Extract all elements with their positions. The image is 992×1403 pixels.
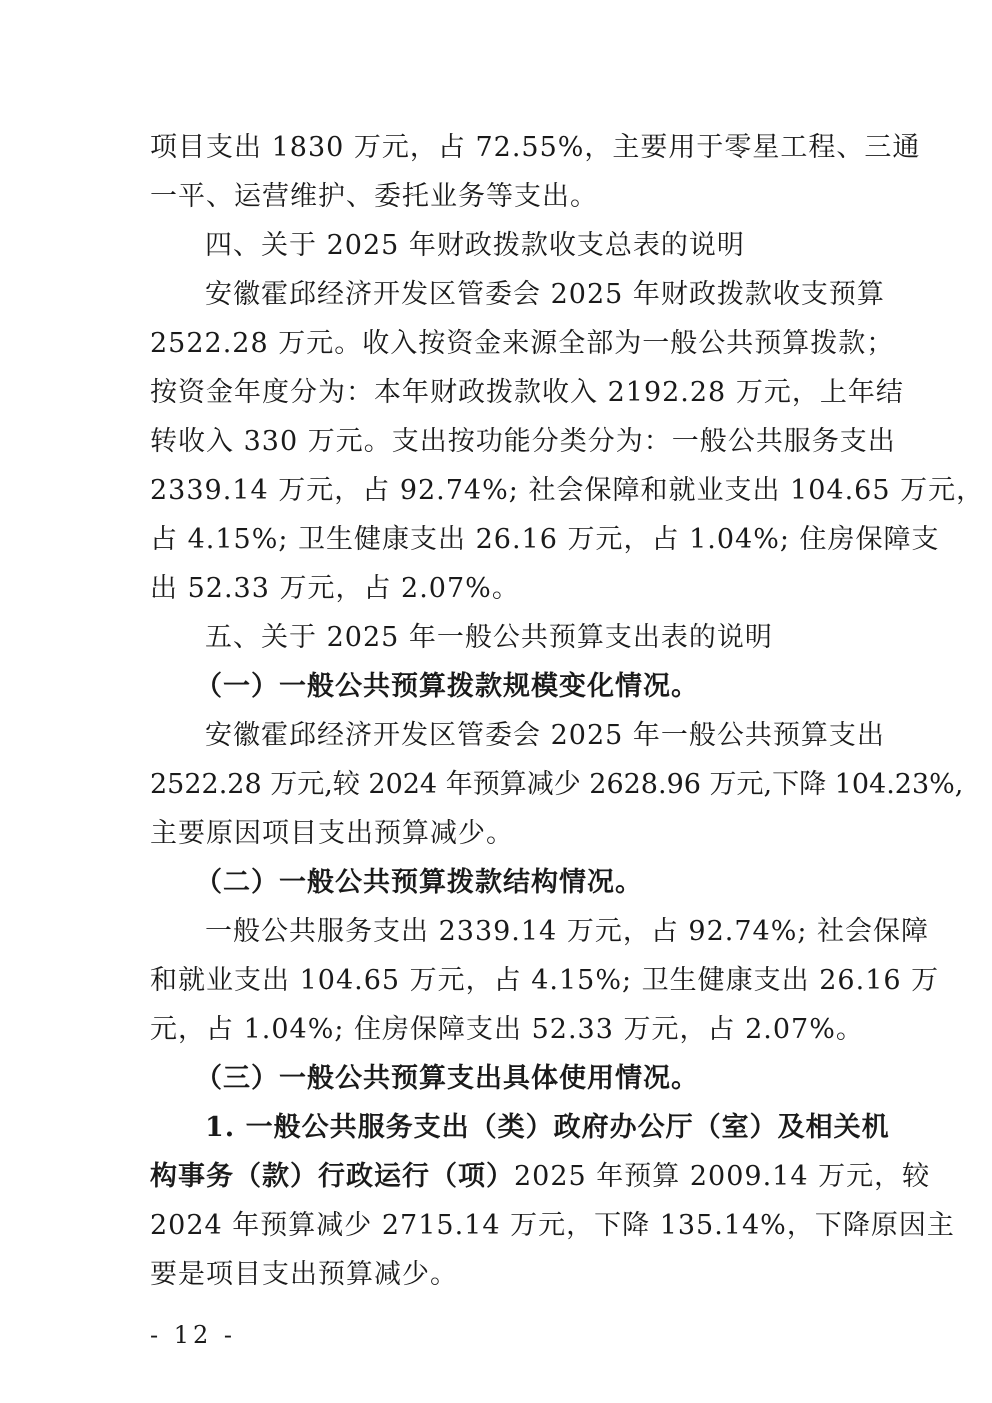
text-line: 占 4.15%; 卫生健康支出 26.16 万元，占 1.04%; 住房保障支 xyxy=(150,524,940,555)
sub-heading: （二）一般公共预算拨款结构情况。 xyxy=(195,867,643,898)
page-number: - 12 - xyxy=(150,1321,237,1349)
sub-heading: （三）一般公共预算支出具体使用情况。 xyxy=(195,1063,699,1094)
text-line: 一般公共服务支出 2339.14 万元，占 92.74%; 社会保障 xyxy=(205,916,930,947)
text-line: 按资金年度分为：本年财政拨款收入 2192.28 万元，上年结 xyxy=(150,377,904,408)
text-line: 出 52.33 万元，占 2.07%。 xyxy=(150,573,520,604)
text-line: 2522.28 万元,较 2024 年预算减少 2628.96 万元,下降 104.23%, xyxy=(150,769,964,800)
text-line: 项目支出 1830 万元，占 72.55%，主要用于零星工程、三通 xyxy=(150,132,921,163)
text-line: 安徽霍邱经济开发区管委会 2025 年财政拨款收支预算 xyxy=(205,279,885,310)
section-heading: 五、关于 2025 年一般公共预算支出表的说明 xyxy=(205,622,773,653)
text-line: 2024 年预算减少 2715.14 万元，下降 135.14%，下降原因主 xyxy=(150,1210,955,1241)
text-bold-segment: 构事务（款）行政运行（项） xyxy=(150,1161,514,1192)
text-line: 元，占 1.04%; 住房保障支出 52.33 万元，占 2.07%。 xyxy=(150,1014,864,1045)
text-line: 转收入 330 万元。支出按功能分类分为：一般公共服务支出 xyxy=(150,426,896,457)
text-line: 安徽霍邱经济开发区管委会 2025 年一般公共预算支出 xyxy=(205,720,885,751)
text-line xyxy=(150,1159,931,1195)
text-line: 主要原因项目支出预算减少。 xyxy=(150,818,514,849)
sub-heading: （一）一般公共预算拨款规模变化情况。 xyxy=(195,671,699,702)
text-line: 2522.28 万元。收入按资金来源全部为一般公共预算拨款； xyxy=(150,328,895,359)
section-heading: 四、关于 2025 年财政拨款收支总表的说明 xyxy=(205,230,745,261)
text-line: 要是项目支出预算减少。 xyxy=(150,1259,458,1290)
text-line: 一平、运营维护、委托业务等支出。 xyxy=(150,181,598,212)
text-segment: 2025 年预算 2009.14 万元，较 xyxy=(514,1161,931,1192)
text-line: 1. 一般公共服务支出（类）政府办公厅（室）及相关机 xyxy=(205,1112,890,1143)
text-line: 和就业支出 104.65 万元，占 4.15%; 卫生健康支出 26.16 万 xyxy=(150,965,940,996)
text-line: 2339.14 万元，占 92.74%; 社会保障和就业支出 104.65 万元， xyxy=(150,475,985,506)
